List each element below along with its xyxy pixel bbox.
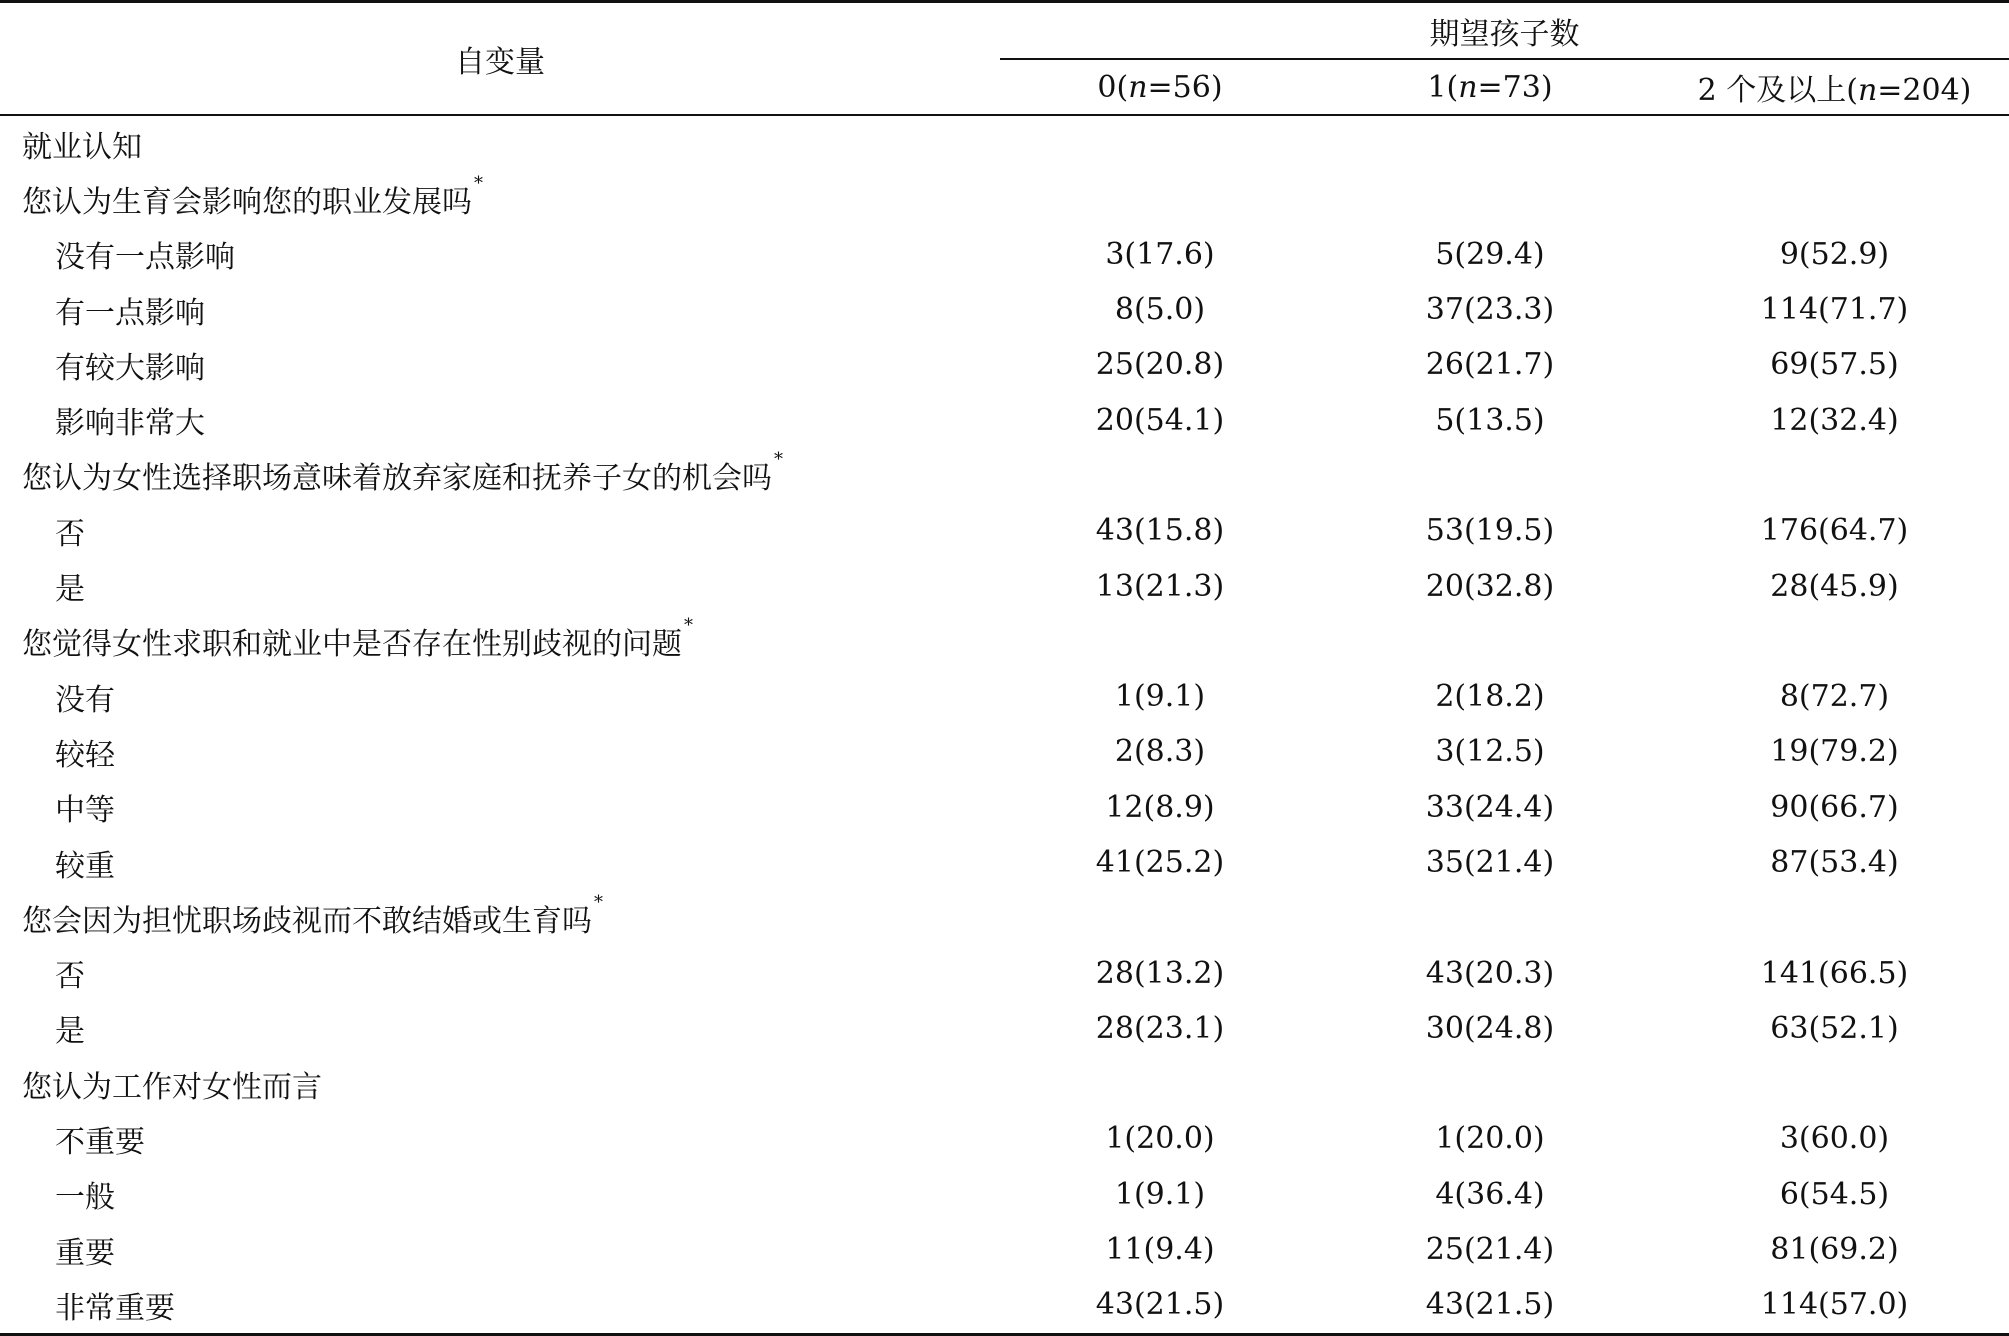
cell-value-col0: 20(54.1) (1095, 402, 1225, 438)
question-label (0, 890, 2009, 945)
cell-value-col1: 26(21.7) (1425, 347, 1555, 383)
cell-value-col2: 9(52.9) (1779, 236, 1890, 272)
question-text: 您觉得女性求职和就业中是否存在性别歧视的问题 (22, 627, 682, 663)
question-label (0, 614, 2009, 669)
significance-marker: * (594, 891, 603, 913)
col0-n-symbol: n (1128, 69, 1148, 105)
cell-value-col2: 12(32.4) (1770, 402, 1899, 438)
option-label: 不重要 (55, 1124, 145, 1160)
option-label: 没有 (55, 682, 115, 718)
table-row (0, 282, 2009, 337)
cell-value-col0: 43(15.8) (1095, 513, 1225, 549)
question-row (0, 171, 2009, 226)
column-header-2 (1660, 59, 2009, 115)
question-label (0, 448, 2009, 503)
table-row (0, 780, 2009, 835)
cell-value-col2: 176(64.7) (1760, 513, 1909, 549)
cell-value-col2: 63(52.1) (1770, 1010, 1899, 1046)
cell-value-col2: 19(79.2) (1770, 734, 1899, 770)
option-label: 是 (55, 572, 85, 608)
question-label (0, 1056, 2009, 1111)
option-label: 较重 (55, 848, 115, 884)
cell-value-col0: 8(5.0) (1114, 292, 1206, 328)
significance-marker: * (474, 172, 483, 194)
col2-count: =204) (1877, 73, 1972, 108)
col2-prefix: 2 个及以上( (1697, 73, 1858, 108)
variable-column-header (0, 2, 1000, 116)
option-label: 较轻 (55, 737, 115, 773)
cell-value-col2: 81(69.2) (1770, 1232, 1899, 1268)
question-row (0, 448, 2009, 503)
cell-value-col1: 2(18.2) (1435, 679, 1545, 715)
cell-value-col1: 35(21.4) (1425, 845, 1555, 880)
column-header-0 (1000, 59, 1320, 115)
cell-value-col2: 90(66.7) (1770, 789, 1899, 825)
section-title: 就业认知 (22, 129, 142, 165)
question-row (0, 1056, 2009, 1111)
table-row (0, 1111, 2009, 1166)
question-label (0, 171, 2009, 226)
cell-value-col0: 1(20.0) (1105, 1121, 1215, 1157)
table-row (0, 669, 2009, 724)
cell-value-col1: 43(21.5) (1320, 1277, 1660, 1334)
question-row (0, 614, 2009, 669)
cell-value-col0: 43(21.5) (1000, 1277, 1320, 1334)
question-text: 您认为生育会影响您的职业发展吗 (22, 184, 472, 220)
option-label: 影响非常大 (55, 406, 205, 442)
col0-prefix: 0( (1097, 69, 1129, 105)
cell-value-col2: 69(57.5) (1770, 347, 1899, 383)
table-row (0, 392, 2009, 447)
cell-value-col0: 28(23.1) (1095, 1010, 1225, 1046)
option-label: 否 (55, 516, 85, 552)
expected-children-group-header (1000, 2, 2009, 60)
cell-value-col1: 33(24.4) (1425, 789, 1555, 825)
table-body (0, 115, 2009, 1334)
cell-value-col1: 20(32.8) (1425, 568, 1555, 604)
cell-value-col1: 53(19.5) (1425, 513, 1555, 549)
cell-value-col2: 8(72.7) (1779, 679, 1890, 715)
cell-value-col1: 43(20.3) (1425, 955, 1555, 991)
cell-value-col1: 37(23.3) (1425, 292, 1555, 328)
table-row (0, 503, 2009, 558)
cell-value-col2: 87(53.4) (1770, 845, 1899, 880)
cell-value-col1: 5(13.5) (1435, 402, 1545, 438)
cell-value-col1: 1(20.0) (1435, 1121, 1545, 1157)
table-row (0, 1222, 2009, 1277)
table-row (0, 1167, 2009, 1222)
cell-value-col0: 13(21.3) (1095, 568, 1225, 604)
cell-value-col1: 4(36.4) (1435, 1176, 1545, 1212)
option-label: 一般 (55, 1180, 115, 1216)
option-label: 否 (55, 959, 85, 995)
cell-value-col0: 12(8.9) (1105, 789, 1215, 825)
option-label: 是 (55, 1014, 85, 1050)
cell-value-col0: 28(13.2) (1095, 955, 1225, 991)
table-row (0, 1277, 2009, 1334)
cell-value-col1: 5(29.4) (1435, 236, 1545, 272)
table-row (0, 558, 2009, 613)
variable-header-label: 自变量 (455, 44, 545, 80)
col2-n-symbol: n (1857, 73, 1878, 108)
cell-value-col1: 25(21.4) (1425, 1232, 1555, 1268)
table-row (0, 945, 2009, 1000)
col1-prefix: 1( (1427, 69, 1459, 105)
col1-n-symbol: n (1458, 69, 1478, 105)
cell-value-col0: 2(8.3) (1114, 734, 1206, 770)
option-label: 有一点影响 (55, 295, 205, 331)
question-text: 您认为女性选择职场意味着放弃家庭和抚养子女的机会吗 (22, 461, 772, 497)
cell-value-col0: 25(20.8) (1095, 347, 1225, 383)
question-row (0, 890, 2009, 945)
cell-value-col0: 41(25.2) (1095, 845, 1225, 880)
option-label: 非常重要 (0, 1277, 1000, 1334)
option-label: 有较大影响 (55, 350, 205, 386)
cell-value-col0: 1(9.1) (1114, 1176, 1206, 1212)
table-row (0, 337, 2009, 392)
cell-value-col0: 11(9.4) (1105, 1232, 1215, 1268)
col0-count: =56) (1147, 69, 1223, 105)
significance-marker: * (774, 449, 783, 471)
cell-value-col2: 6(54.5) (1779, 1176, 1890, 1212)
table-row (0, 724, 2009, 779)
section-row (0, 115, 2009, 171)
table-header-row-1 (0, 2, 2009, 60)
column-header-1 (1320, 59, 1660, 115)
cell-value-col2: 114(71.7) (1760, 292, 1909, 328)
question-text: 您会因为担忧职场歧视而不敢结婚或生育吗 (22, 903, 592, 939)
question-text: 您认为工作对女性而言 (22, 1069, 322, 1105)
table-row (0, 1001, 2009, 1056)
option-label: 中等 (55, 793, 115, 829)
cell-value-col2: 3(60.0) (1779, 1121, 1890, 1157)
table-row (0, 835, 2009, 890)
cell-value-col2: 114(57.0) (1660, 1277, 2009, 1334)
cell-value-col2: 141(66.5) (1760, 955, 1909, 991)
group-header-label: 期望孩子数 (1429, 16, 1580, 52)
cell-value-col1: 3(12.5) (1435, 734, 1545, 770)
cell-value-col1: 30(24.8) (1425, 1010, 1555, 1046)
cell-value-col2: 28(45.9) (1770, 568, 1899, 604)
table-row (0, 227, 2009, 282)
col1-count: =73) (1477, 69, 1553, 105)
cell-value-col0: 3(17.6) (1105, 236, 1215, 272)
significance-marker: * (684, 615, 693, 637)
cell-value-col0: 1(9.1) (1114, 679, 1206, 715)
option-label: 没有一点影响 (55, 240, 235, 276)
option-label: 重要 (55, 1235, 115, 1271)
